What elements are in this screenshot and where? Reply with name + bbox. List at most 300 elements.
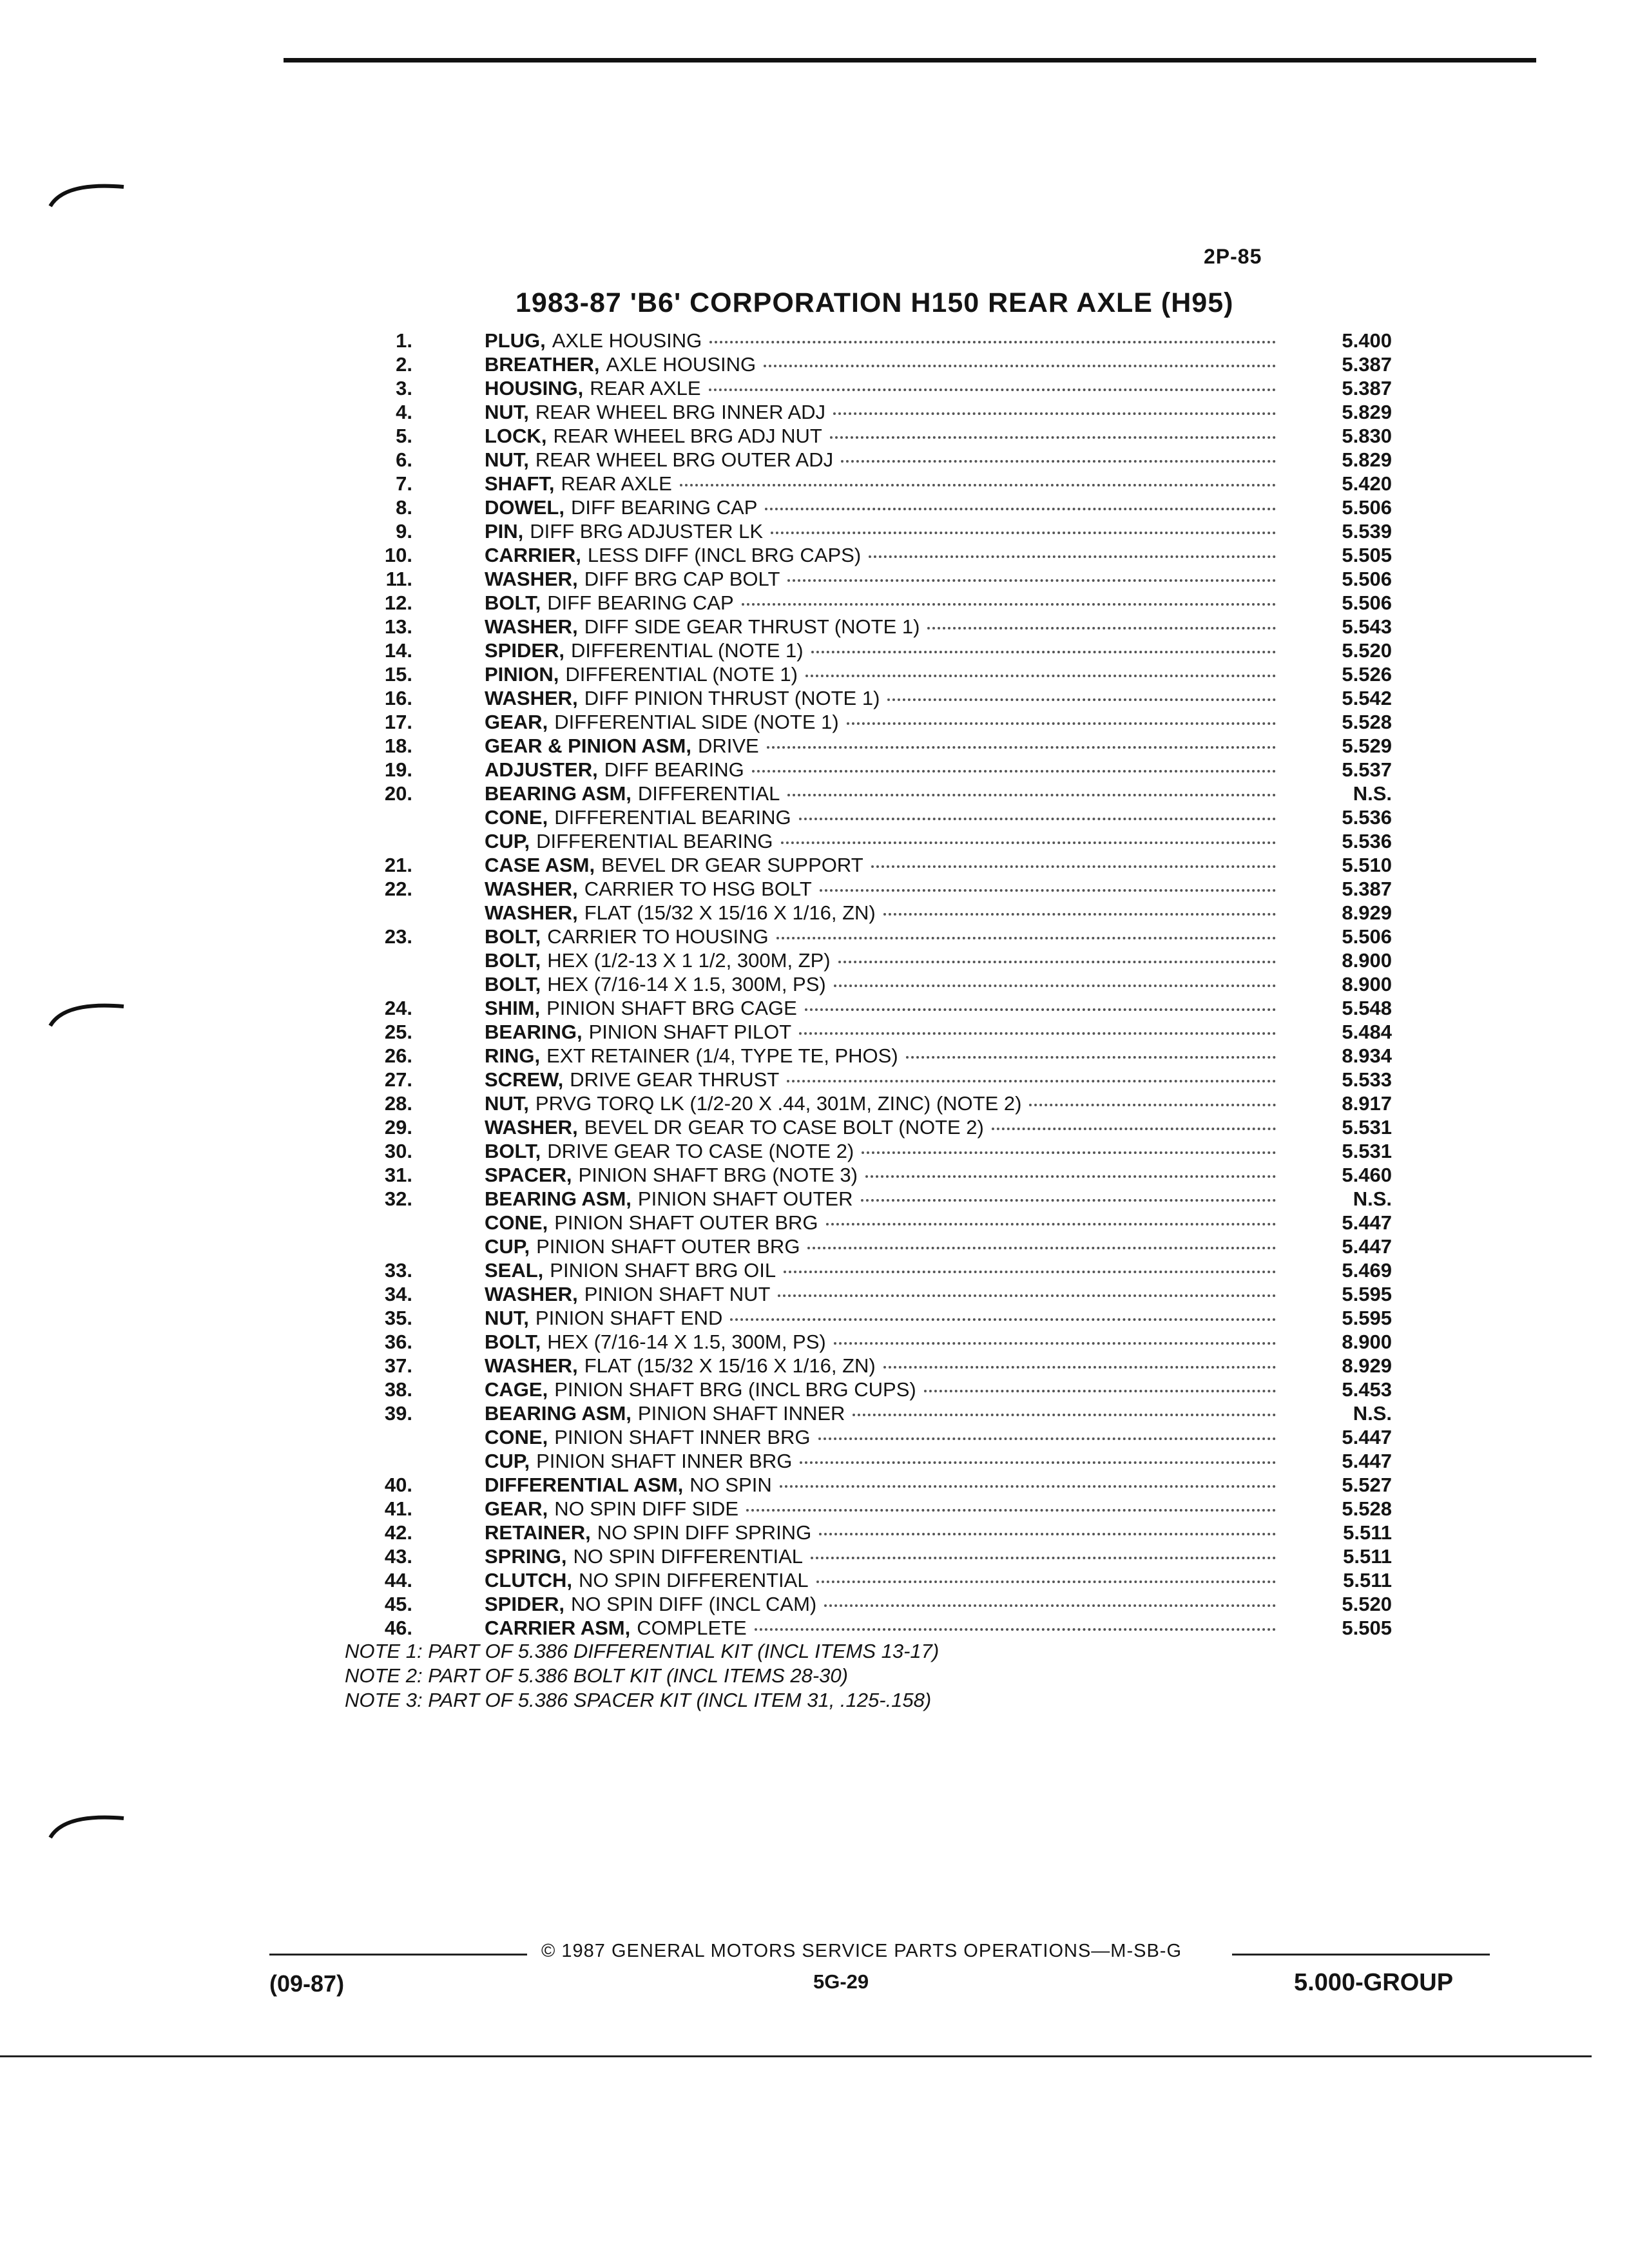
group-number: 8.900	[1342, 973, 1392, 995]
part-name: BEARING ASM,	[485, 1402, 631, 1425]
part-description	[485, 1306, 1315, 1330]
part-row	[335, 1616, 1392, 1640]
part-row	[335, 948, 1392, 972]
item-number: 9.	[396, 520, 412, 543]
part-description	[485, 1330, 1315, 1354]
part-row	[335, 1282, 1392, 1306]
part-description	[485, 901, 1315, 925]
part-row	[335, 376, 1392, 400]
part-name: DOWEL,	[485, 496, 564, 519]
dot-leader	[861, 1199, 1277, 1202]
part-name: NUT,	[485, 401, 529, 423]
dot-leader	[742, 603, 1276, 606]
part-description	[485, 543, 1315, 567]
part-row	[335, 996, 1392, 1020]
item-number: 20.	[384, 782, 412, 805]
part-spec: DRIVE	[697, 735, 759, 757]
part-spec: DIFFERENTIAL	[637, 782, 780, 805]
part-description	[485, 1449, 1315, 1473]
part-name: RING,	[485, 1044, 541, 1067]
binder-hole-mark-3	[45, 1804, 129, 1843]
part-row	[335, 1544, 1392, 1568]
dot-leader	[787, 794, 1276, 796]
part-name: SCREW,	[485, 1068, 564, 1091]
part-spec: PINION SHAFT BRG OIL	[550, 1259, 776, 1282]
item-number: 2.	[396, 353, 412, 376]
part-name: HOUSING,	[485, 377, 584, 399]
part-spec: CARRIER TO HOUSING	[547, 925, 769, 948]
dot-leader	[755, 1628, 1276, 1631]
item-number: 14.	[384, 639, 412, 662]
group-number: 5.506	[1342, 496, 1392, 519]
part-description	[485, 1068, 1315, 1091]
binder-hole-mark-1	[45, 173, 129, 211]
group-number: N.S.	[1353, 782, 1392, 805]
item-number: 16.	[384, 687, 412, 709]
part-name: WASHER,	[485, 901, 578, 924]
item-number: 40.	[384, 1474, 412, 1496]
part-description	[485, 948, 1315, 972]
part-name: BREATHER,	[485, 353, 600, 376]
part-spec: AXLE HOUSING	[606, 353, 757, 376]
dot-leader	[834, 985, 1276, 987]
group-number: 5.510	[1342, 854, 1392, 876]
part-row	[335, 1330, 1392, 1354]
item-number: 8.	[396, 496, 412, 519]
part-description	[485, 639, 1315, 662]
page-code: 2P-85	[1204, 245, 1262, 268]
item-number: 46.	[384, 1617, 412, 1639]
part-description	[485, 758, 1315, 782]
dot-leader	[771, 532, 1276, 534]
part-row	[335, 1497, 1392, 1521]
item-number: 18.	[384, 735, 412, 757]
part-description	[485, 1139, 1315, 1163]
part-spec: NO SPIN DIFF SIDE	[554, 1497, 739, 1520]
part-name: CONE,	[485, 1211, 548, 1234]
part-description	[485, 591, 1315, 615]
part-description	[485, 1401, 1315, 1425]
part-spec: DIFF PINION THRUST (NOTE 1)	[584, 687, 880, 709]
part-description	[485, 1187, 1315, 1211]
dot-leader	[800, 1461, 1276, 1464]
part-spec: REAR AXLE	[590, 377, 701, 399]
group-number: 5.829	[1342, 401, 1392, 423]
dot-leader	[781, 841, 1276, 844]
part-description	[485, 1282, 1315, 1306]
dot-leader	[787, 1080, 1276, 1082]
item-number: 21.	[384, 854, 412, 876]
part-row	[335, 1592, 1392, 1616]
part-name: BOLT,	[485, 973, 541, 995]
item-number: 7.	[396, 472, 412, 495]
item-number: 6.	[396, 448, 412, 471]
part-description	[485, 1258, 1315, 1282]
part-description	[485, 1592, 1315, 1616]
part-spec: AXLE HOUSING	[552, 329, 702, 352]
dot-leader	[927, 627, 1276, 629]
dot-leader	[709, 389, 1276, 391]
part-name: GEAR,	[485, 1497, 548, 1520]
part-spec: DIFF BEARING CAP	[571, 496, 758, 519]
group-number: 5.387	[1342, 878, 1392, 900]
dot-leader	[834, 1342, 1276, 1345]
dot-leader	[805, 1008, 1276, 1011]
part-spec: DIFF BEARING	[604, 758, 744, 781]
dot-leader	[838, 961, 1276, 963]
part-row	[335, 472, 1392, 495]
part-name: WASHER,	[485, 878, 578, 900]
footer-rule-right	[1232, 1954, 1490, 1956]
dot-leader	[830, 436, 1276, 439]
part-name: CARRIER ASM,	[485, 1617, 631, 1639]
part-spec: DRIVE GEAR THRUST	[570, 1068, 780, 1091]
part-description	[485, 877, 1315, 901]
item-number: 26.	[384, 1044, 412, 1067]
part-spec: DIFF BRG CAP BOLT	[584, 568, 780, 590]
part-name: CASE ASM,	[485, 854, 595, 876]
part-description	[485, 1473, 1315, 1497]
binder-hole-mark-2	[45, 992, 129, 1031]
part-row	[335, 877, 1392, 901]
bottom-rule	[0, 2055, 1592, 2057]
part-row	[335, 1235, 1392, 1258]
part-name: WASHER,	[485, 1116, 578, 1139]
part-spec: REAR AXLE	[561, 472, 672, 495]
part-description	[485, 1568, 1315, 1592]
item-number: 28.	[384, 1092, 412, 1115]
part-description	[485, 686, 1315, 710]
part-row	[335, 639, 1392, 662]
part-name: DIFFERENTIAL ASM,	[485, 1474, 684, 1496]
part-name: BEARING ASM,	[485, 1187, 631, 1210]
part-spec: DIFFERENTIAL BEARING	[536, 830, 773, 852]
part-row	[335, 1354, 1392, 1378]
page-title: 1983-87 'B6' CORPORATION H150 REAR AXLE (H95)	[516, 287, 1234, 318]
part-name: PLUG,	[485, 329, 546, 352]
part-row	[335, 1449, 1392, 1473]
group-number: 5.829	[1342, 448, 1392, 471]
part-name: CARRIER,	[485, 544, 581, 566]
item-number: 37.	[384, 1354, 412, 1377]
part-name: CONE,	[485, 1426, 548, 1448]
part-name: WASHER,	[485, 568, 578, 590]
footer-rule-left	[269, 1954, 527, 1956]
group-number: 5.387	[1342, 377, 1392, 399]
part-description	[485, 853, 1315, 877]
part-name: NUT,	[485, 1307, 529, 1329]
group-number: 5.460	[1342, 1164, 1392, 1186]
part-name: BEARING ASM,	[485, 782, 631, 805]
group-number: 5.506	[1342, 591, 1392, 614]
group-number: 5.526	[1342, 663, 1392, 686]
part-row	[335, 1378, 1392, 1401]
part-name: BOLT,	[485, 949, 541, 972]
part-row	[335, 972, 1392, 996]
part-row	[335, 448, 1392, 472]
item-number: 29.	[384, 1116, 412, 1139]
part-description	[485, 615, 1315, 639]
dot-leader	[826, 1223, 1276, 1225]
dot-leader	[992, 1128, 1276, 1130]
item-number: 12.	[384, 591, 412, 614]
part-name: PIN,	[485, 520, 524, 543]
top-rule	[284, 58, 1536, 62]
part-row	[335, 1163, 1392, 1187]
part-name: SPACER,	[485, 1164, 572, 1186]
part-name: GEAR & PINION ASM,	[485, 735, 691, 757]
dot-leader	[869, 555, 1276, 558]
part-row	[335, 1521, 1392, 1544]
part-spec: NO SPIN DIFFERENTIAL	[579, 1569, 809, 1591]
part-description	[485, 1616, 1315, 1640]
group-number: 5.539	[1342, 520, 1392, 543]
part-description	[485, 1211, 1315, 1235]
part-name: BEARING,	[485, 1021, 583, 1043]
part-spec: REAR WHEEL BRG ADJ NUT	[553, 425, 822, 447]
dot-leader	[784, 1271, 1276, 1273]
part-description	[485, 1091, 1315, 1115]
part-name: BOLT,	[485, 1331, 541, 1353]
item-number: 44.	[384, 1569, 412, 1591]
part-description	[485, 567, 1315, 591]
item-number: 42.	[384, 1521, 412, 1544]
part-name: SHIM,	[485, 997, 541, 1019]
group-number: 8.917	[1342, 1092, 1392, 1115]
dot-leader	[883, 913, 1276, 916]
note-1: NOTE 1: PART OF 5.386 DIFFERENTIAL KIT (INCL ITEMS 13-17)	[345, 1640, 940, 1662]
dot-leader	[764, 365, 1276, 367]
dot-leader	[924, 1390, 1276, 1392]
part-description	[485, 1378, 1315, 1401]
part-spec: DIFFERENTIAL SIDE (NOTE 1)	[554, 711, 839, 733]
part-row	[335, 829, 1392, 853]
group-number: 5.447	[1342, 1450, 1392, 1472]
group-number: 5.447	[1342, 1235, 1392, 1258]
part-spec: DIFF BEARING CAP	[547, 591, 734, 614]
part-spec: PINION SHAFT NUT	[584, 1283, 771, 1305]
item-number: 10.	[384, 544, 412, 566]
part-description	[485, 1115, 1315, 1139]
part-row	[335, 734, 1392, 758]
part-row	[335, 543, 1392, 567]
part-row	[335, 925, 1392, 948]
part-row	[335, 1473, 1392, 1497]
group-number: 5.469	[1342, 1259, 1392, 1282]
part-row	[335, 1306, 1392, 1330]
part-name: BOLT,	[485, 591, 541, 614]
part-spec: PINION SHAFT INNER	[637, 1402, 845, 1425]
item-number: 13.	[384, 615, 412, 638]
dot-leader	[887, 698, 1276, 701]
part-description	[485, 1497, 1315, 1521]
part-row	[335, 567, 1392, 591]
part-name: ADJUSTER,	[485, 758, 598, 781]
part-description	[485, 424, 1315, 448]
dot-leader	[730, 1318, 1276, 1321]
part-description	[485, 1544, 1315, 1568]
item-number: 32.	[384, 1187, 412, 1210]
footer-group: 5.000-GROUP	[1294, 1969, 1454, 1996]
group-number: 5.400	[1342, 329, 1392, 352]
dot-leader	[816, 1581, 1276, 1583]
dot-leader	[841, 460, 1276, 463]
dot-leader	[871, 865, 1276, 868]
part-spec: DIFF SIDE GEAR THRUST (NOTE 1)	[584, 615, 920, 638]
item-number: 22.	[384, 878, 412, 900]
part-name: BOLT,	[485, 925, 541, 948]
part-spec: NO SPIN DIFF SPRING	[597, 1521, 812, 1544]
part-name: WASHER,	[485, 687, 578, 709]
part-row	[335, 1044, 1392, 1068]
part-description	[485, 1044, 1315, 1068]
item-number: 17.	[384, 711, 412, 733]
group-number: 5.511	[1343, 1569, 1392, 1591]
group-number: 8.900	[1342, 949, 1392, 972]
group-number: 8.900	[1342, 1331, 1392, 1353]
part-spec: DIFF BRG ADJUSTER LK	[530, 520, 764, 543]
part-name: LOCK,	[485, 425, 547, 447]
item-number: 11.	[385, 568, 412, 590]
item-number: 33.	[384, 1259, 412, 1282]
part-description	[485, 734, 1315, 758]
part-row	[335, 1401, 1392, 1425]
part-description	[485, 972, 1315, 996]
part-row	[335, 329, 1392, 352]
group-number: 5.505	[1342, 544, 1392, 566]
dot-leader	[780, 1485, 1276, 1488]
part-row	[335, 686, 1392, 710]
item-number: 45.	[384, 1593, 412, 1615]
dot-leader	[752, 770, 1276, 773]
part-row	[335, 1068, 1392, 1091]
part-description	[485, 1235, 1315, 1258]
part-name: CONE,	[485, 806, 548, 829]
group-number: 5.543	[1342, 615, 1392, 638]
part-spec: HEX (7/16-14 X 1.5, 300M, PS)	[547, 1331, 826, 1353]
part-description	[485, 1020, 1315, 1044]
group-number: 5.548	[1342, 997, 1392, 1019]
part-name: SPIDER,	[485, 639, 565, 662]
item-number: 27.	[384, 1068, 412, 1091]
dot-leader	[883, 1366, 1276, 1369]
group-number: 8.929	[1342, 901, 1392, 924]
part-description	[485, 376, 1315, 400]
part-spec: PINION SHAFT PILOT	[588, 1021, 792, 1043]
part-spec: DRIVE GEAR TO CASE (NOTE 2)	[547, 1140, 854, 1162]
item-number: 30.	[384, 1140, 412, 1162]
part-description	[485, 352, 1315, 376]
part-row	[335, 1020, 1392, 1044]
group-number: 8.929	[1342, 1354, 1392, 1377]
part-name: CLUTCH,	[485, 1569, 573, 1591]
part-description	[485, 829, 1315, 853]
part-name: NUT,	[485, 1092, 529, 1115]
dot-leader	[807, 1247, 1276, 1249]
part-name: CUP,	[485, 1450, 530, 1472]
part-spec: DIFFERENTIAL BEARING	[554, 806, 791, 829]
part-name: SEAL,	[485, 1259, 544, 1282]
part-name: RETAINER,	[485, 1521, 591, 1544]
dot-leader	[824, 1604, 1276, 1607]
item-number: 35.	[384, 1307, 412, 1329]
group-number: 5.511	[1343, 1545, 1392, 1568]
item-number: 34.	[384, 1283, 412, 1305]
item-number: 4.	[396, 401, 412, 423]
group-number: 5.595	[1342, 1307, 1392, 1329]
part-name: NUT,	[485, 448, 529, 471]
group-number: 5.387	[1342, 353, 1392, 376]
part-name: CUP,	[485, 830, 530, 852]
part-row	[335, 1091, 1392, 1115]
group-number: 5.531	[1342, 1140, 1392, 1162]
group-number: 5.537	[1342, 758, 1392, 781]
part-name: CUP,	[485, 1235, 530, 1258]
dot-leader	[865, 1175, 1276, 1178]
part-spec: PINION SHAFT INNER BRG	[536, 1450, 793, 1472]
group-number: 5.830	[1342, 425, 1392, 447]
part-description	[485, 519, 1315, 543]
parts-list	[335, 329, 1392, 1640]
part-spec: NO SPIN DIFF (INCL CAM)	[571, 1593, 817, 1615]
part-spec: DIFFERENTIAL (NOTE 1)	[571, 639, 804, 662]
dot-leader	[853, 1414, 1276, 1416]
part-spec: PINION SHAFT END	[535, 1307, 723, 1329]
dot-leader	[819, 1533, 1276, 1535]
item-number: 36.	[384, 1331, 412, 1353]
dot-leader	[818, 1437, 1277, 1440]
part-name: BOLT,	[485, 1140, 541, 1162]
dot-leader	[680, 484, 1276, 486]
part-spec: NO SPIN	[689, 1474, 772, 1496]
group-number: 5.520	[1342, 639, 1392, 662]
group-number: 5.542	[1342, 687, 1392, 709]
part-description	[485, 805, 1315, 829]
part-description	[485, 1425, 1315, 1449]
part-name: CAGE,	[485, 1378, 548, 1401]
part-row	[335, 1568, 1392, 1592]
part-description	[485, 662, 1315, 686]
part-row	[335, 758, 1392, 782]
group-number: 5.505	[1342, 1617, 1392, 1639]
note-2: NOTE 2: PART OF 5.386 BOLT KIT (INCL ITEMS 28-30)	[345, 1664, 848, 1687]
part-row	[335, 1115, 1392, 1139]
group-number: 5.447	[1342, 1211, 1392, 1234]
part-spec: LESS DIFF (INCL BRG CAPS)	[587, 544, 862, 566]
dot-leader	[847, 722, 1276, 725]
note-3: NOTE 3: PART OF 5.386 SPACER KIT (INCL ITEM 31, .125-.158)	[345, 1689, 932, 1711]
part-spec: PINION SHAFT BRG CAGE	[546, 997, 797, 1019]
part-spec: REAR WHEEL BRG INNER ADJ	[535, 401, 826, 423]
group-number: 5.420	[1342, 472, 1392, 495]
part-row	[335, 1187, 1392, 1211]
group-number: N.S.	[1353, 1402, 1392, 1425]
part-row	[335, 710, 1392, 734]
part-row	[335, 400, 1392, 424]
group-number: 5.520	[1342, 1593, 1392, 1615]
dot-leader	[833, 412, 1276, 415]
part-description	[485, 925, 1315, 948]
part-description	[485, 329, 1315, 352]
part-row	[335, 782, 1392, 805]
item-number: 25.	[384, 1021, 412, 1043]
dot-leader	[799, 1032, 1276, 1035]
item-number: 43.	[384, 1545, 412, 1568]
part-row	[335, 901, 1392, 925]
part-spec: FLAT (15/32 X 15/16 X 1/16, ZN)	[584, 901, 876, 924]
dot-leader	[862, 1151, 1276, 1154]
group-number: 5.536	[1342, 830, 1392, 852]
